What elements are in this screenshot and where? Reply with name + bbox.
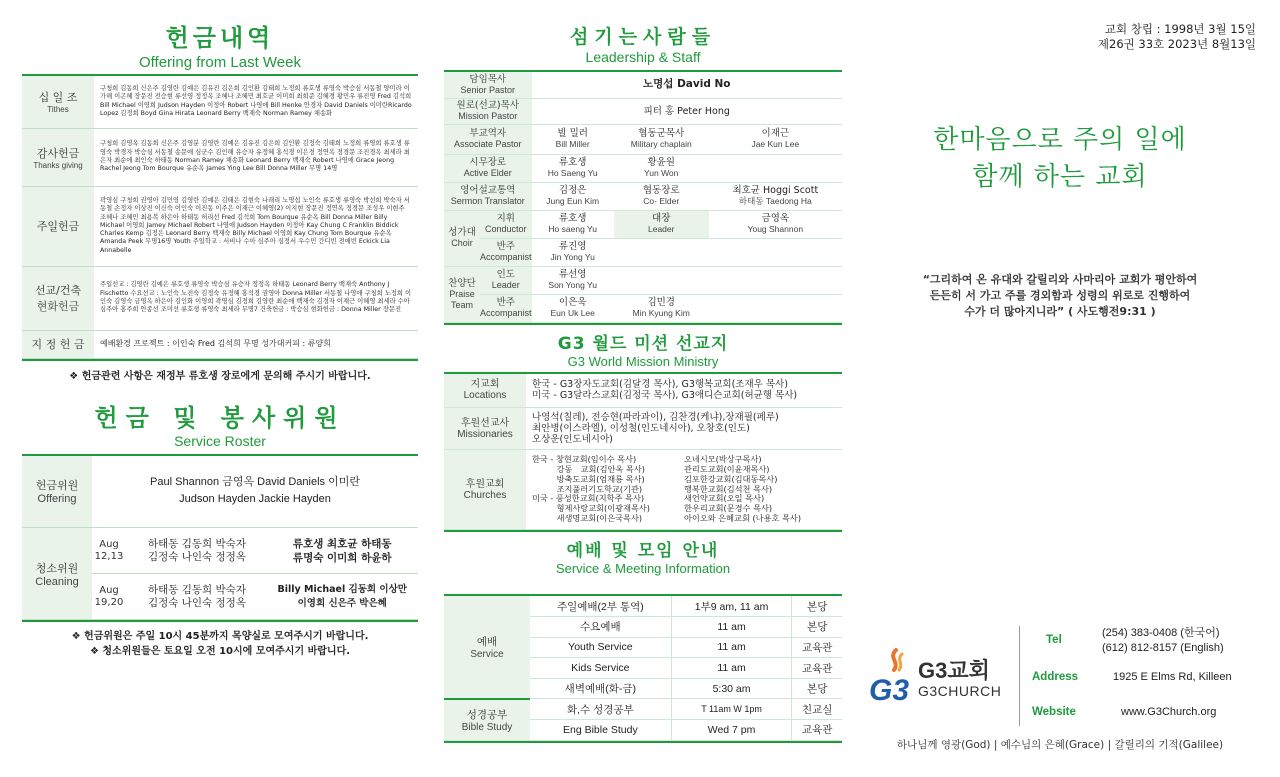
mission-table <box>444 374 842 531</box>
table-row <box>22 528 418 574</box>
service-time: 1부9 am, 11 am <box>671 596 792 617</box>
elder-name: 황윤원 Yun Won <box>614 154 709 182</box>
tel-korean[interactable]: (254) 383-0408 (한국어) <box>1102 627 1220 639</box>
table-row <box>444 596 842 617</box>
study-name: 화,수 성경공부 <box>530 699 671 720</box>
service-place: 교육관 <box>792 658 842 679</box>
church-item: 관리도교회(이윤재목사) <box>684 464 770 474</box>
church-item: 한국 - 창현교회(임이수 목사) <box>532 454 637 465</box>
associate-name: 빌 밀러 Bill Miller <box>532 124 614 154</box>
contact-divider <box>1019 626 1020 726</box>
associate-label: 부교역자 Associate Pastor <box>444 124 532 154</box>
roster-cleaning-names-2: Billy Michael 김동희 이상만 이영희 신은주 박은혜 <box>266 574 418 620</box>
church-motto: 한마음으로 주의 일에 함께 하는 교회 <box>933 125 1187 192</box>
service-label: 예배 Service <box>444 596 530 699</box>
co-elder-label: 협동장로 Co- Elder <box>614 182 709 210</box>
tel-label: Tel <box>1046 634 1062 646</box>
service-name: Kids Service <box>530 658 671 679</box>
service-place: 본당 <box>792 596 842 617</box>
table-row <box>444 374 842 408</box>
offering-label: 선교/건축 현화헌금 <box>22 266 94 330</box>
church-item: 조지풀러기도학교(기관) <box>532 483 643 494</box>
g3-logo-icon <box>866 648 910 710</box>
worship-subtitle: Service & Meeting Information <box>555 561 731 576</box>
study-time: T 11am W 1pm <box>671 699 792 720</box>
church-item: 한우리교회(문경수 목사) <box>684 503 773 514</box>
table-row <box>444 210 842 238</box>
offering-names: 구청희 김동희 신은주 김영란 김예은 김유진 김은희 김인환 김태희 노정희 류호생 류영숙 박승심 서동철 양미라 이가해 이곤혜 장문진 전승현 류선영 정정옥 조혜나 조혜민 최호균 이미희 최희준 김혜경 황민우 류진영 Fred 김석희 Bill Michael 이영희 Judson Hayden 이정아 Robert 나영애 Bill Henke 안경자 David Daniels 이미란Ricardo Lopez 김정희 Boyd Gina Hirata Leonard Berry 백재숙 Norman Ramey 채송화 <box>94 76 418 128</box>
offering-title: 헌금내역 <box>165 24 275 52</box>
offering-names: 곽영심 구청희 권영아 김민영 김영란 김예은 김태은 김현숙 나래리 노명섭 노인숙 류호생 류영숙 박선희 박숙자 서동철 손정자 이상진 이신숙 이인숙 이진동 이주은 이재근 이혜영(2) 이지현 장문진 정연옥 정경문 조성우 이현주 조혜나 조혜민 최용복 하은아 하태동 허리선 Fred 김석희 Tom Bourque 유순옥 Bill Donna Miller Billy Michael 이영희 Jamey Michael Robert 나영애 Judson Hayden 이정아 Kay Chung C Franklin Biddick Charles Kemp 김정은 Leonard Berry 백재숙 Billy Michael 이영희 Kay Chung Tom Bourque 유순옥Amanda Peek 무명16명 Youth 주일학교 : 서비나 수아 심주아 심정서 우수민 간디빈 전애빈 Eckick Lia Annabelle <box>94 186 418 266</box>
leadership-subtitle: Leadership & Staff <box>585 49 701 65</box>
service-place: 교육관 <box>792 637 842 658</box>
offering-names: 구청희 김영옥 김동희 신은주 김영분 김영란 김예은 김유진 김은희 김인환 김정숙 김태희 노정희 류영희 류호생 류영숙 박경자 박승심 서동철 송문애 심군수 김인해 유승자 유정혜 홍석경 이은경 정연옥 정경문 조진경옥 최세라 최은자 최순애 최인숙 하태동 Norman Ramey 채송화 Leonard Berry 백재숙 Robert 나영애 Grace Jeong Rachel Jeong Tom Bourque 유순옥 James Ying Lee Bill Donna Miller 무명 14명 <box>94 128 418 186</box>
service-place: 본당 <box>792 617 842 638</box>
table-row <box>444 238 842 266</box>
offering-label: 십 일 조 Tithes <box>22 76 94 128</box>
elder-name: 류호생 Ho Saeng Yu <box>532 154 614 182</box>
table-row <box>444 182 842 210</box>
missionaries-list: 나영석(칠레), 전승현(파라과이), 김찬경(케냐),장재필(페루) 최안병(이스라엘), 이성철(인도네시아), 오창호(인도) 오상운(인도네시아) <box>526 408 842 450</box>
missionaries-label: 후원선교사 Missionaries <box>444 408 526 450</box>
issue-number: 제26권 33호 2023년 8월13일 <box>1097 37 1256 51</box>
issue-info <box>862 22 1258 52</box>
table-row <box>444 124 842 154</box>
roster-date: Aug 19,20 <box>92 574 126 620</box>
offering-column <box>22 0 418 657</box>
locations-label: 지교회 Locations <box>444 374 526 408</box>
praise-leader-name: 류선영 Son Yong Yu <box>532 266 614 294</box>
tel-numbers <box>1102 626 1224 656</box>
offering-table <box>22 76 418 359</box>
churches-right <box>684 455 836 524</box>
roster-title: 헌금 및 봉사위원 <box>94 403 346 432</box>
website-link[interactable]: www.G3Church.org <box>1121 706 1217 718</box>
choir-accompanist-name: 류진영 Jin Yong Yu <box>532 238 614 266</box>
worship-table <box>444 596 842 741</box>
bible-verse: “그리하여 온 유대와 갈릴리와 사마리아 교회가 평안하여 든든히 서 가고 주를 경외함과 성령의 위로로 진행하여 수가 더 많아지니라” ( 사도행전9:31 ) <box>922 273 1198 318</box>
table-row <box>22 76 418 128</box>
church-item: 오네시모(박상구목사) <box>684 454 762 465</box>
table-row <box>444 98 842 124</box>
cover-column <box>862 0 1258 777</box>
roster-note-1: ❖ 헌금위원은 주일 10시 45분까지 목양실로 모여주시기 바랍니다. <box>71 631 369 642</box>
senior-pastor-label: 담임목사 Senior Pastor <box>444 72 532 98</box>
service-name: 주일예배(2부 통역) <box>530 596 671 617</box>
founded-date: 교회 창립 : 1998년 3월 15일 <box>1104 22 1256 36</box>
elder-label: 시무장로 Active Elder <box>444 154 532 182</box>
offering-note: ❖ 헌금관련 사항은 재정부 류호생 장로에게 문의해 주시기 바랍니다. <box>69 370 371 382</box>
mission-subtitle: G3 World Mission Ministry <box>567 353 719 369</box>
logo-mark-text: G3 <box>869 674 910 707</box>
service-name: 새벽예배(화-금) <box>530 678 671 699</box>
roster-cleaning-names: 하태동 김동희 박숙자 김정숙 나인숙 정정옥 <box>126 574 266 620</box>
offering-label: 지 정 헌 금 <box>22 330 94 358</box>
offering-rule-bottom <box>22 359 418 361</box>
roster-rule-bottom <box>22 620 418 622</box>
mission-title: G3 월드 미션 선교지 <box>557 333 729 354</box>
service-name: 수요예배 <box>530 617 671 638</box>
leadership-title: 섬기는사람들 <box>569 26 717 48</box>
table-row <box>444 154 842 182</box>
roster-offering-names: Paul Shannon 금영옥 David Daniels 이미란 Judson Hayden Jackie Hayden <box>92 456 418 528</box>
mission-rule-bottom <box>444 530 842 532</box>
leadership-table <box>444 72 842 323</box>
church-item: 강동 교회(김안옥 목사) <box>532 464 645 474</box>
service-place: 본당 <box>792 678 842 699</box>
table-row <box>444 266 842 294</box>
address-value: 1925 E Elms Rd, Killeen <box>1113 671 1232 683</box>
senior-pastor-name: 노명섭 David No <box>532 72 842 98</box>
church-item: 방축도교회(엄재룡 목사) <box>532 473 645 484</box>
website-label: Website <box>1032 706 1076 718</box>
mission-pastor-name: 피터 홍 Peter Hong <box>532 98 842 124</box>
table-row <box>444 699 842 720</box>
mission-pastor-label: 원로(선교)목사 Mission Pastor <box>444 98 532 124</box>
choir-accompanist-label: 반주 Accompanist <box>480 238 532 266</box>
roster-cleaning-names: 하태동 김동희 박숙자 김정숙 나인숙 정정옥 <box>126 528 266 574</box>
choir-conductor-label: 지휘 Conductor <box>480 210 532 238</box>
praise-label: 찬양단 Praise Team <box>444 266 480 322</box>
study-place: 친교실 <box>792 699 842 720</box>
roster-cleaning-label: 청소위원 Cleaning <box>22 528 92 620</box>
praise-leader-label: 인도 Leader <box>480 266 532 294</box>
offering-label: 주일헌금 <box>22 186 94 266</box>
associate-name: 이재근 Jae Kun Lee <box>709 124 842 154</box>
churches-label: 후원교회 Churches <box>444 450 526 530</box>
church-item: 형제사랑교회(이광재목사) <box>532 503 650 514</box>
worship-rule-bottom <box>444 741 842 743</box>
translator-name: 김정은 Jung Eun Kim <box>532 182 614 210</box>
offering-names: 주일선교 : 김영란 김예은 류호생 류영숙 박승심 유승자 정정옥 하태동 Leonard Berry 백재숙 Anthony J Fischetto 수요선교 : 노인숙 노진숙 김정숙 유정혜 홍석경 권영아 Donna Miller 서동철 나영애 구청희 노정희 이인숙 김영숙 금영옥 하은아 김인화 이영희 곽영심 김정희 김영란 최순애 백재숙 김경자 이재근 이혜영 최세라 수아 심주아 홍주희 안종선 조미선 류호생 류영숙 최세라 무명7 건축헌금 : 박승심 현화헌금 : Donna Miller 장문진 <box>94 266 418 330</box>
study-name: Eng Bible Study <box>530 720 671 741</box>
locations-list: 한국 - G3장자도교회(김달경 목사), G3행복교회(조재우 목사) 미국 - G3달라스교회(김정국 목사), G3애디슨교회(허균행 목사) <box>526 374 842 408</box>
offering-names: 예배환경 프로젝트 : 이인숙 Fred 김석희 무명 성가대커피 : 류양희 <box>94 330 418 358</box>
churches-list <box>526 450 842 530</box>
church-item: 행복한교회(김석천 목사) <box>684 483 773 494</box>
choir-leader-name: 금영옥 Youg Shannon <box>709 210 842 238</box>
table-row <box>22 330 418 358</box>
logo-korean: G3교회 <box>918 658 990 683</box>
worship-title: 예배 및 모임 안내 <box>566 541 720 561</box>
choir-label: 성가대 Choir <box>444 210 480 266</box>
co-elder-names: 최호균 Hoggi Scott 하태동 Taedong Ha <box>709 182 842 210</box>
church-item: 새언약교회(오일 목사) <box>684 493 765 504</box>
church-item: 아이오와 은혜교회 (나용호 목사) <box>684 512 802 523</box>
praise-accompanist-label: 반주 Accompanist <box>480 294 532 322</box>
leadership-rule-bottom <box>444 323 842 325</box>
church-logo <box>866 646 1016 712</box>
roster-subtitle: Service Roster <box>174 432 266 449</box>
table-row <box>444 72 842 98</box>
translator-label: 영어설교통역 Sermon Translator <box>444 182 532 210</box>
table-row <box>444 408 842 450</box>
church-item: 김포한강교회(김대동목사) <box>684 473 778 484</box>
service-name: Youth Service <box>530 637 671 658</box>
table-row <box>22 128 418 186</box>
table-row <box>444 294 842 322</box>
choir-conductor-name: 류호생 Ho saeng Yu <box>532 210 614 238</box>
church-item: 새생명교회(이은국목사) <box>532 512 643 523</box>
study-place: 교육관 <box>792 720 842 741</box>
associate-name: 협동군목사 Military chaplain <box>614 124 709 154</box>
leadership-column <box>444 0 842 743</box>
table-row <box>444 450 842 530</box>
study-time: Wed 7 pm <box>671 720 792 741</box>
service-time: 11 am <box>671 617 792 638</box>
address-label: Address <box>1032 671 1079 683</box>
offering-subtitle: Offering from Last Week <box>138 54 301 71</box>
service-time: 11 am <box>671 658 792 679</box>
table-row <box>22 266 418 330</box>
table-row <box>22 456 418 528</box>
footer-tagline: 하나님께 영광(God) | 예수님의 은혜(Grace) | 갈릴리의 기적(Galilee) <box>896 739 1224 751</box>
roster-note-2: ❖ 청소위원들은 토요일 오전 10시에 모여주시기 바랍니다. <box>89 646 351 657</box>
roster-cleaning-names-2: 류호생 최호균 하태동 류명숙 이미희 하윤하 <box>266 528 418 574</box>
offering-label: 감사헌금 Thanks giving <box>22 128 94 186</box>
roster-date: Aug 12,13 <box>92 528 126 574</box>
praise-accompanist-name: 이은욱 Eun Uk Lee <box>532 294 614 322</box>
roster-table <box>22 456 418 621</box>
choir-leader-label: 대장 Leader <box>614 210 709 238</box>
praise-accompanist-name: 김민경 Min Kyung Kim <box>614 294 709 322</box>
service-time: 5:30 am <box>671 678 792 699</box>
table-row <box>22 186 418 266</box>
service-time: 11 am <box>671 637 792 658</box>
church-item: 미국 - 풍성한교회(지학주 목사) <box>532 493 645 504</box>
tel-english[interactable]: (612) 812-8157 (English) <box>1102 642 1224 654</box>
bible-study-label: 성경공부 Bible Study <box>444 699 530 740</box>
logo-english: G3CHURCH <box>918 683 1002 699</box>
roster-offering-label: 헌금위원 Offering <box>22 456 92 528</box>
churches-left <box>532 455 684 524</box>
